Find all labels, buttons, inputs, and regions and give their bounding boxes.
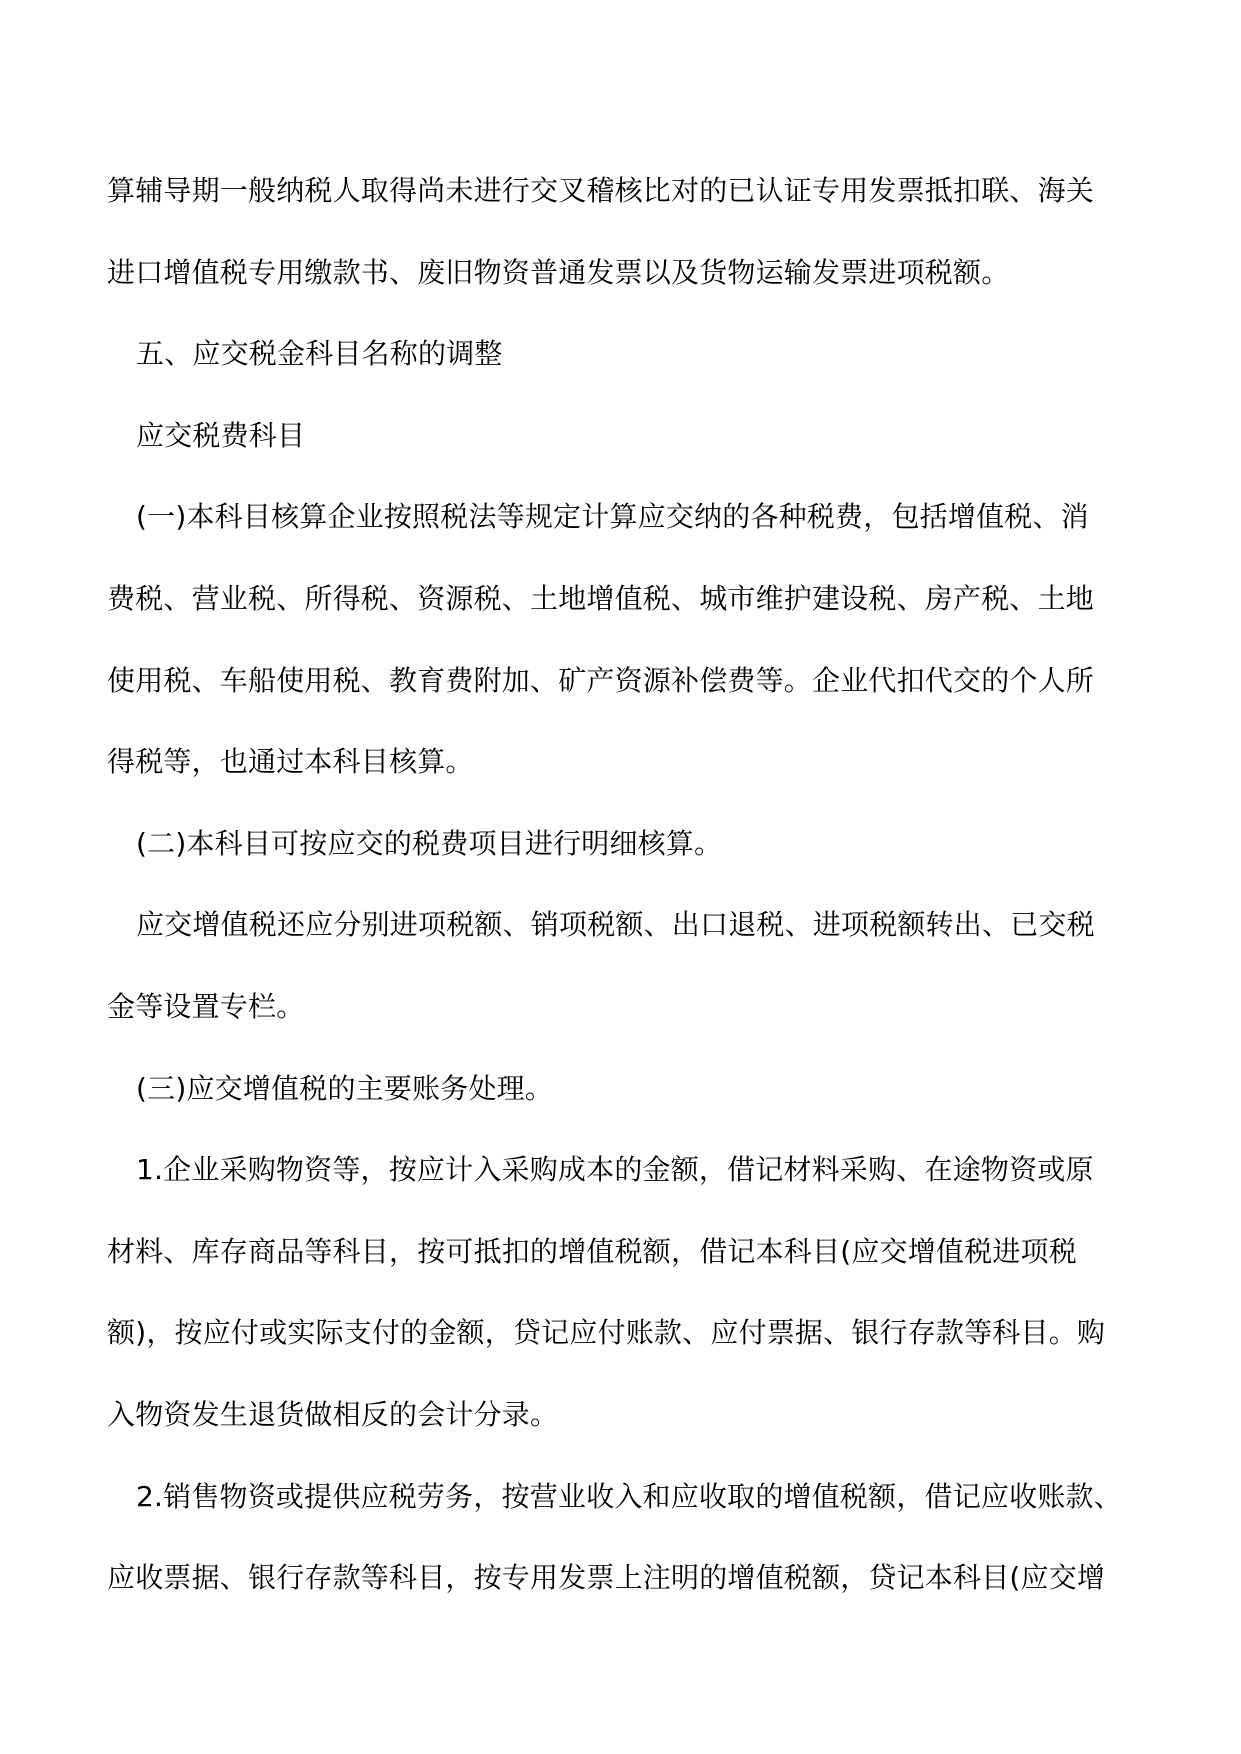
text-line: (一)本科目核算企业按照税法等规定计算应交纳的各种税费，包括增值税、消 [136, 500, 1089, 534]
text-line: 2.销售物资或提供应税劳务，按营业收入和应收取的增值税额，借记应收账款、 [136, 1479, 1122, 1513]
text-line: 进口增值税专用缴款书、废旧物资普通发票以及货物运输发票进项税额。 [107, 255, 1010, 289]
text-line: 应交增值税还应分别进项税额、销项税额、出口退税、进项税额转出、已交税 [136, 908, 1095, 942]
text-line: (三)应交增值税的主要账务处理。 [136, 1071, 554, 1105]
subsection-heading: 应交税费科目 [136, 418, 306, 452]
text-line: 使用税、车船使用税、教育费附加、矿产资源补偿费等。企业代扣代交的个人所 [107, 663, 1095, 697]
text-line: 额)，按应付或实际支付的金额，贷记应付账款、应付票据、银行存款等科目。购 [107, 1316, 1106, 1350]
text-line: 金等设置专栏。 [107, 989, 305, 1023]
text-line: 应收票据、银行存款等科目，按专用发票上注明的增值税额，贷记本科目(应交增 [107, 1561, 1106, 1595]
section-heading: 五、应交税金科目名称的调整 [136, 337, 503, 371]
text-line: 费税、营业税、所得税、资源税、土地增值税、城市维护建设税、房产税、土地 [107, 581, 1095, 615]
document-body [107, 150, 1137, 1619]
text-line: 材料、库存商品等科目，按可抵扣的增值税额，借记本科目(应交增值税进项税 [107, 1234, 1077, 1268]
text-line: 1.企业采购物资等，按应计入采购成本的金额，借记材料采购、在途物资或原 [136, 1153, 1094, 1187]
text-line: 入物资发生退货做相反的会计分录。 [107, 1397, 559, 1431]
text-line: 得税等，也通过本科目核算。 [107, 745, 474, 779]
text-line: (二)本科目可按应交的税费项目进行明细核算。 [136, 826, 723, 860]
text-line: 算辅导期一般纳税人取得尚未进行交叉稽核比对的已认证专用发票抵扣联、海关 [107, 174, 1095, 207]
